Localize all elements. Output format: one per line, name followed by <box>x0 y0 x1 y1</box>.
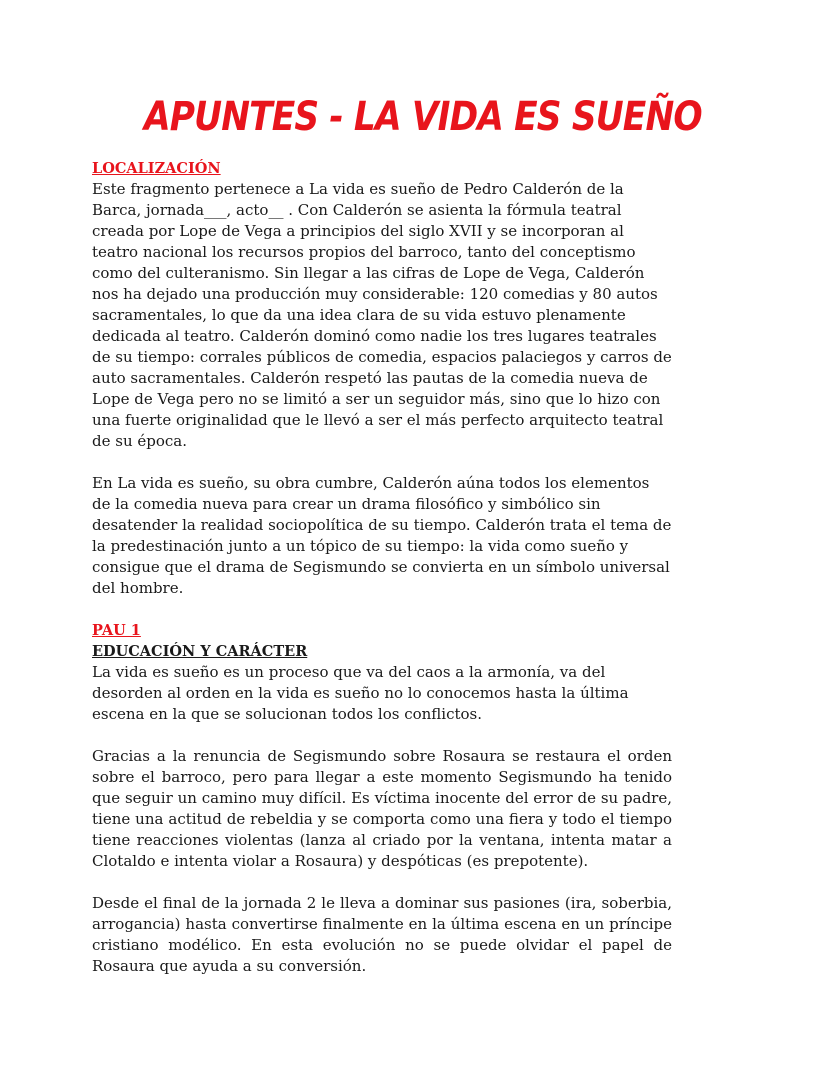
page-title: APUNTES - LA VIDA ES SUEÑO <box>144 94 702 140</box>
paragraph-gap <box>92 452 672 473</box>
heading-pau-1: PAU 1 <box>92 622 141 639</box>
heading-educacion-caracter: EDUCACIÓN Y CARÁCTER <box>92 643 308 660</box>
paragraph-gap <box>92 725 672 746</box>
paragraph-pau-3: Desde el final de la jornada 2 le lleva a dominar sus pasiones (ira, soberbia, arrogancia) hasta convertirse finalmente en la última escena en un príncipe cristiano modélico. En esta evolución no se puede olvidar el papel de Rosaura que ayuda a su conversión. <box>92 894 672 975</box>
paragraph-pau-1: La vida es sueño es un proceso que va del caos a la armonía, va del desorden al orden en la vida es sueño no lo conocemos hasta la última escena en la que se solucionan todos los conflictos. <box>92 663 629 723</box>
paragraph-gap <box>92 872 672 893</box>
paragraph-pau-2: Gracias a la renuncia de Segismundo sobre Rosaura se restaura el orden sobre el barroco, pero para llegar a este momento Segismundo ha tenido que seguir un camino muy difícil. Es víctima inocente del error de su padre, tiene una actitud de rebeldia y se comporta como una fiera y todo el tiempo tiene reacciones violentas (lanza al criado por la ventana, intenta matar a Clotaldo e intenta violar a Rosaura) y despóticas (es prepotente). <box>92 747 672 870</box>
heading-localizacion: LOCALIZACIÓN <box>92 160 221 177</box>
paragraph-localizacion-2: En La vida es sueño, su obra cumbre, Calderón aúna todos los elementos de la comedia nueva para crear un drama filosófico y simbólico sin desatender la realidad sociopolítica de su tiempo. Calderón trata el tema de la predestinación junto a un tópico de su tiempo: la vida como sueño y consigue que el drama de Segismundo se convierta en un símbolo universal del hombre. <box>92 474 672 597</box>
document-page <box>92 88 702 977</box>
paragraph-gap <box>92 599 672 620</box>
paragraph-localizacion-1: Este fragmento pertenece a La vida es sueño de Pedro Calderón de la Barca, jornada___, acto__ . Con Calderón se asienta la fórmula teatral creada por Lope de Vega a principios del siglo XVII y se incorporan al teatro nacional los recursos propios del barroco, tanto del conceptismo como del culteranismo. Sin llegar a las cifras de Lope de Vega, Calderón nos ha dejado una producción muy considerable: 120 comedias y 80 autos sacramentales, lo que da una idea clara de su vida estuvo plenamente dedicada al teatro. Calderón dominó como nadie los tres lugares teatrales de su tiempo: corrales públicos de comedia, espacios palaciegos y carros de auto sacramentales. Calderón respetó las pautas de la comedia nueva de Lope de Vega pero no se limitó a ser un seguidor más, sino que lo hizo con una fuerte originalidad que le llevó a ser el más perfecto arquitecto teatral de su época. <box>92 180 672 450</box>
